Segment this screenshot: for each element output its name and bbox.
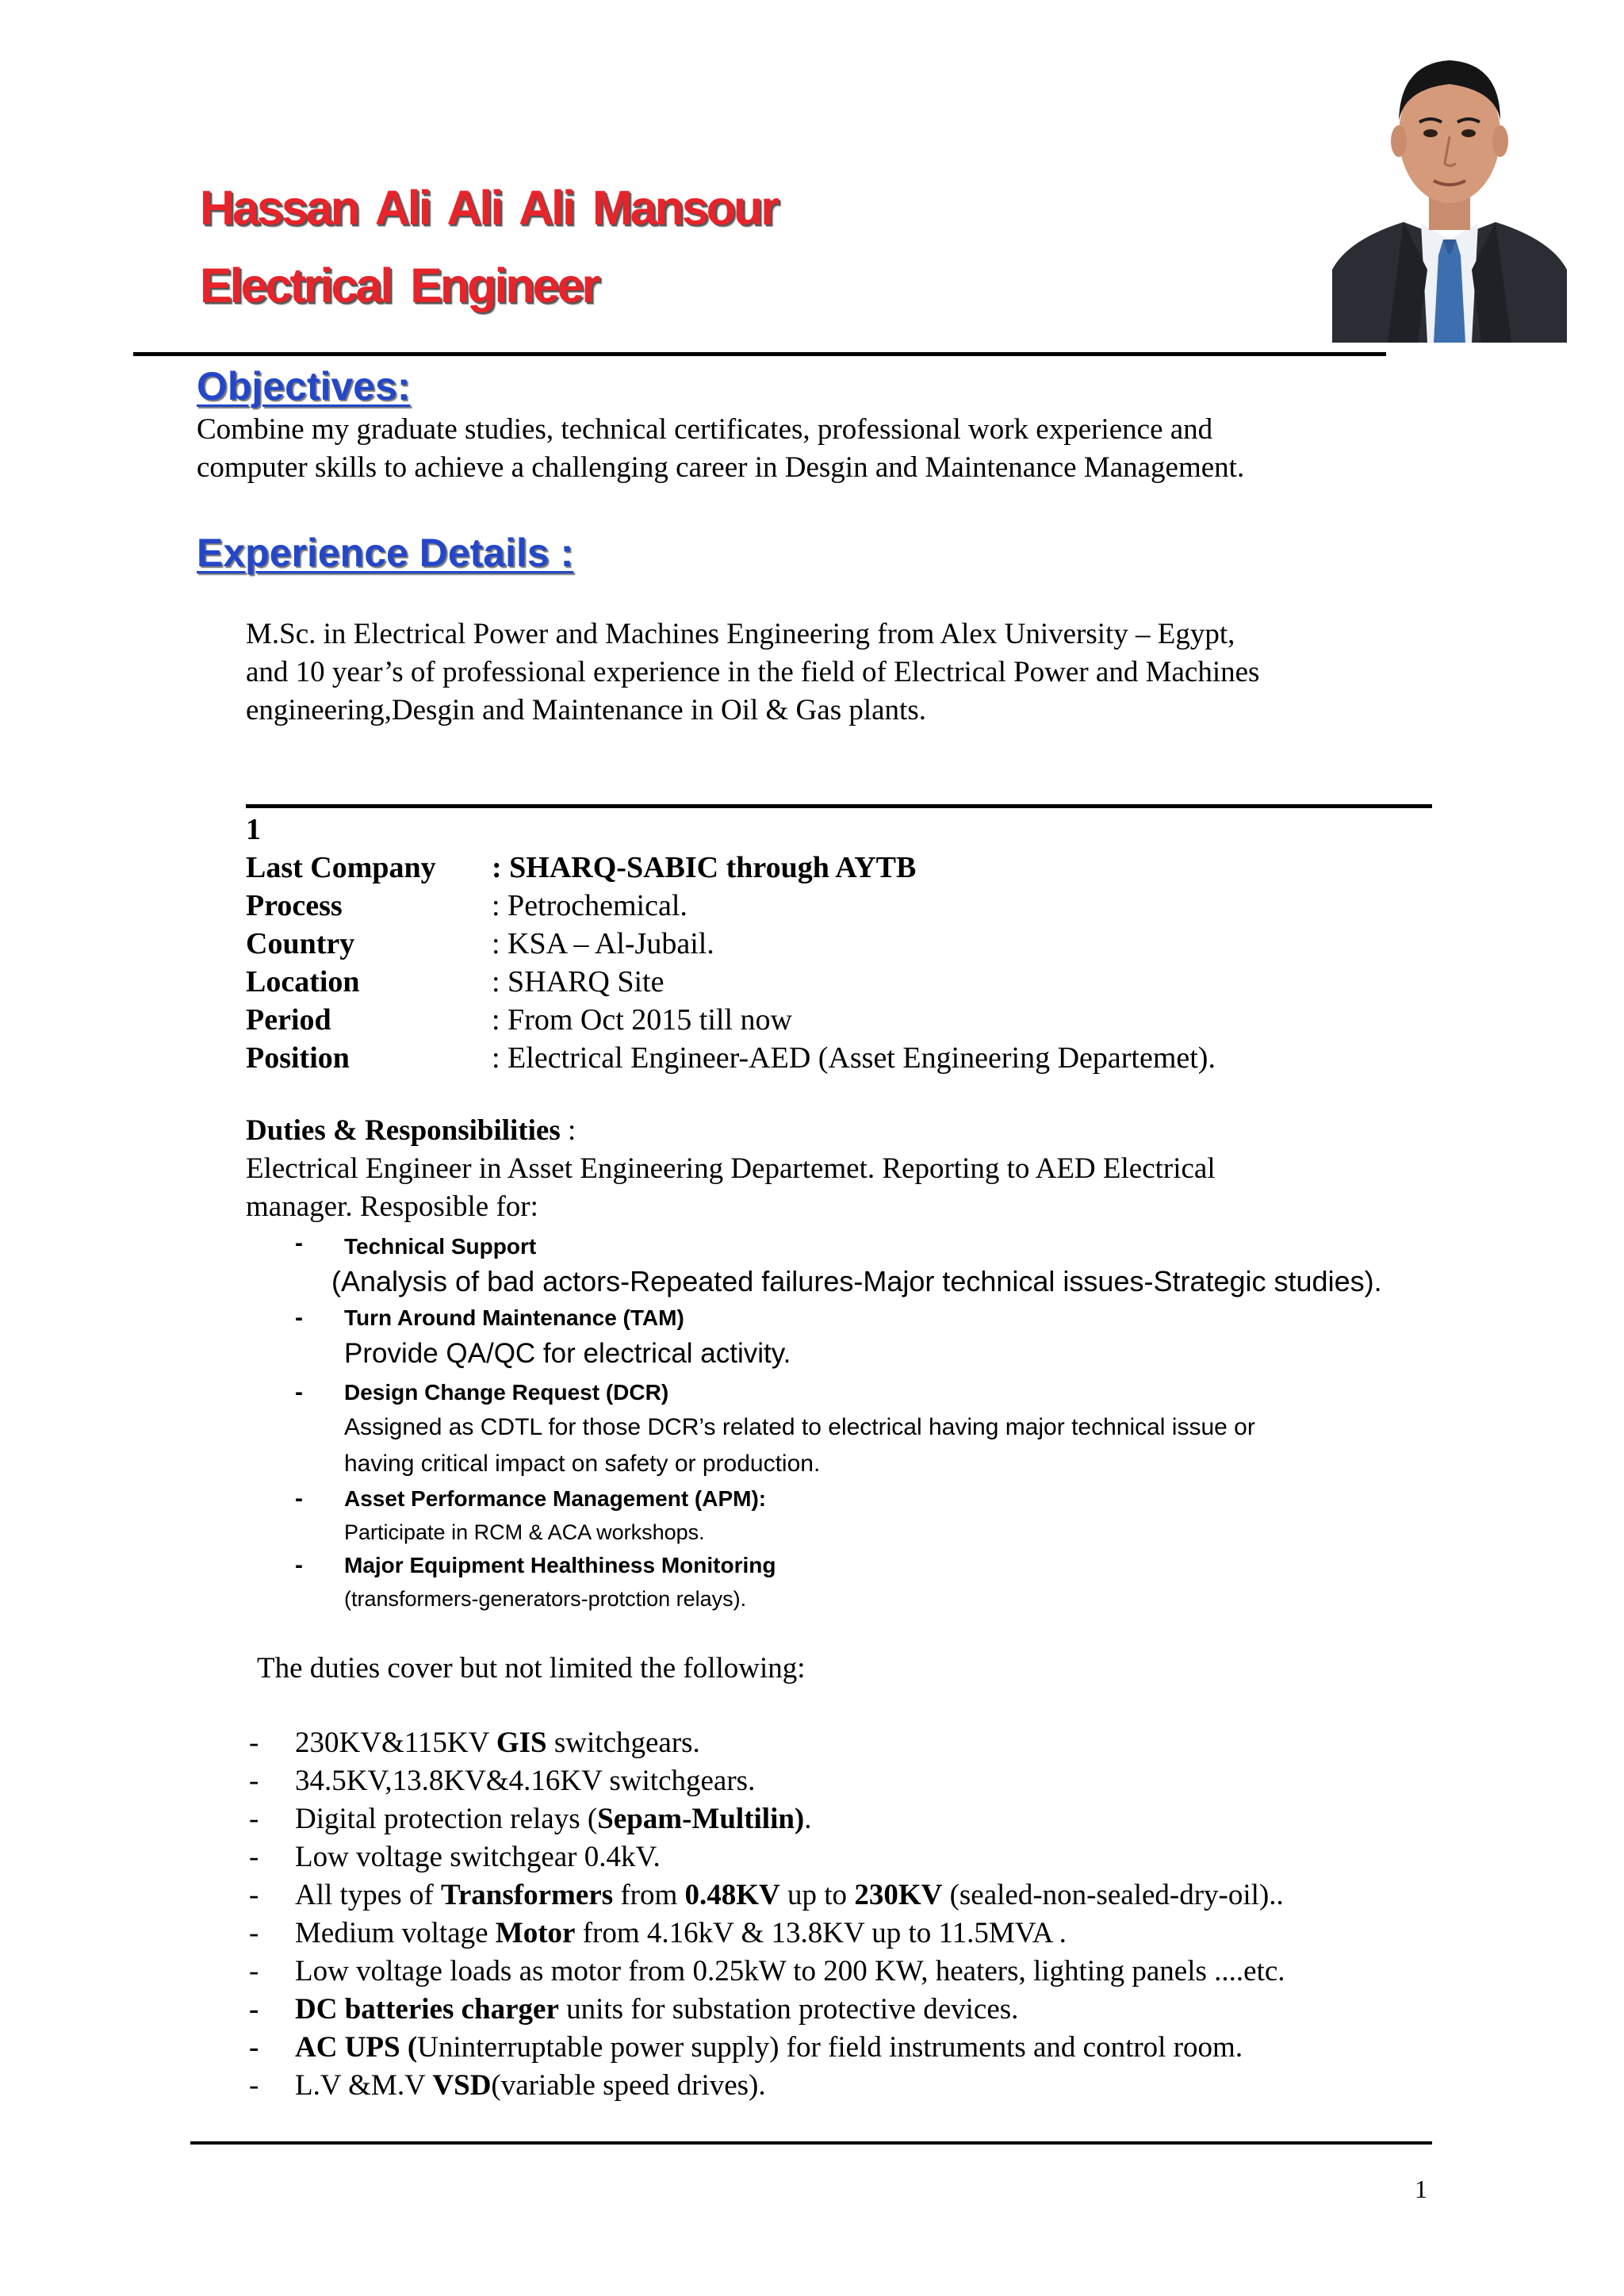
field-label-company: Last Company xyxy=(246,851,436,884)
list-dash: - xyxy=(249,1879,259,1911)
candidate-title: Electrical Engineer xyxy=(200,259,599,312)
resp-desc-apm: Participate in RCM & ACA workshops. xyxy=(344,1520,705,1544)
list-dash: - xyxy=(249,2069,259,2102)
duties-label: Duties & Responsibilities xyxy=(246,1114,561,1147)
cover-intro: The duties cover but not limited the following: xyxy=(257,1652,806,1685)
bullet-dash: - xyxy=(295,1379,303,1405)
field-value-position: : Electrical Engineer-AED (Asset Engineering Departemet). xyxy=(492,1041,1216,1075)
cover-item-mv-motor: Medium voltage Motor from 4.16kV & 13.8KV up to 11.5MVA . xyxy=(295,1917,1067,1949)
resp-title-monitoring: Major Equipment Healthiness Monitoring xyxy=(344,1553,776,1577)
duties-heading xyxy=(246,1112,576,1150)
profile-photo xyxy=(1332,32,1567,343)
header-divider xyxy=(133,352,1386,356)
field-value-location: : SHARQ Site xyxy=(492,965,665,999)
bullet-dash: - xyxy=(295,1552,303,1578)
resp-desc-technical-support: (Analysis of bad actors-Repeated failures-Major technical issues-Strategic studies). xyxy=(331,1265,1382,1297)
resp-title-dcr: Design Change Request (DCR) xyxy=(344,1380,669,1405)
bullet-dash: - xyxy=(295,1230,303,1256)
field-value-period: : From Oct 2015 till now xyxy=(492,1003,792,1037)
field-label-process: Process xyxy=(246,889,343,922)
list-dash: - xyxy=(249,1727,259,1759)
cover-item-dc-charger: DC batteries charger units for substation protective devices. xyxy=(295,1993,1019,2026)
experience-summary-2: and 10 year’s of professional experience in the field of Electrical Power and Machines xyxy=(246,656,1260,688)
field-value-country: : KSA – Al-Jubail. xyxy=(492,927,714,960)
resp-desc-dcr-2: having critical impact on safety or production. xyxy=(344,1451,821,1477)
cover-item-relays: Digital protection relays (Sepam-Multilin). xyxy=(295,1803,812,1835)
resp-title-apm: Asset Performance Management (APM): xyxy=(344,1486,767,1511)
cover-item-transformers: All types of Transformers from 0.48KV up to 230KV (sealed-non-sealed-dry-oil).. xyxy=(295,1879,1284,1911)
resp-title-technical-support: Technical Support xyxy=(344,1234,537,1259)
resp-desc-tam: Provide QA/QC for electrical activity. xyxy=(344,1338,791,1369)
duties-colon: : xyxy=(560,1114,576,1147)
job-divider xyxy=(246,804,1432,808)
candidate-name: Hassan Ali Ali Ali Mansour xyxy=(200,181,778,235)
cover-item-lv-switchgear: Low voltage switchgear 0.4kV. xyxy=(295,1841,661,1873)
list-dash: - xyxy=(249,1917,259,1949)
objectives-line-1: Combine my graduate studies, technical certificates, professional work experience and xyxy=(197,413,1213,446)
cover-item-lv-loads: Low voltage loads as motor from 0.25kW to 200 KW, heaters, lighting panels ....etc. xyxy=(295,1955,1285,1987)
resp-desc-dcr-1: Assigned as CDTL for those DCR’s related to electrical having major technical issue or xyxy=(344,1414,1255,1440)
list-dash: - xyxy=(249,1955,259,1987)
experience-summary-3: engineering,Desgin and Maintenance in Oil & Gas plants. xyxy=(246,694,926,726)
cover-item-ac-ups: AC UPS (Uninterruptable power supply) for field instruments and control room. xyxy=(295,2031,1243,2064)
field-label-location: Location xyxy=(246,965,360,999)
duties-line-2: manager. Resposible for: xyxy=(246,1190,538,1223)
objectives-heading: Objectives: xyxy=(197,364,411,408)
cover-item-vsd: L.V &M.V VSD(variable speed drives). xyxy=(295,2069,766,2102)
field-value-company: : SHARQ-SABIC through AYTB xyxy=(492,851,917,884)
cover-item-switchgears: 34.5KV,13.8KV&4.16KV switchgears. xyxy=(295,1765,756,1797)
resp-desc-monitoring: (transformers-generators-protction relays). xyxy=(344,1587,747,1611)
footer-divider xyxy=(190,2141,1432,2145)
experience-summary-1: M.Sc. in Electrical Power and Machines Engineering from Alex University – Egypt, xyxy=(246,618,1235,650)
list-dash: - xyxy=(249,2031,259,2064)
experience-heading: Experience Details : xyxy=(197,531,574,575)
field-label-period: Period xyxy=(246,1003,331,1037)
duties-line-1: Electrical Engineer in Asset Engineering Departemet. Reporting to AED Electrical xyxy=(246,1152,1216,1185)
list-dash: - xyxy=(249,1841,259,1873)
cover-item-gis: 230KV&115KV GIS switchgears. xyxy=(295,1727,700,1759)
field-value-process: : Petrochemical. xyxy=(492,889,688,922)
objectives-line-2: computer skills to achieve a challenging career in Desgin and Maintenance Management. xyxy=(197,451,1245,484)
field-label-country: Country xyxy=(246,927,355,960)
page-number: 1 xyxy=(1415,2175,1427,2203)
job-number: 1 xyxy=(246,813,261,846)
bullet-dash: - xyxy=(295,1485,303,1512)
list-dash: - xyxy=(249,1993,259,2026)
field-label-position: Position xyxy=(246,1041,350,1075)
list-dash: - xyxy=(249,1803,259,1835)
resp-title-tam: Turn Around Maintenance (TAM) xyxy=(344,1305,684,1330)
list-dash: - xyxy=(249,1765,259,1797)
bullet-dash: - xyxy=(295,1305,303,1331)
